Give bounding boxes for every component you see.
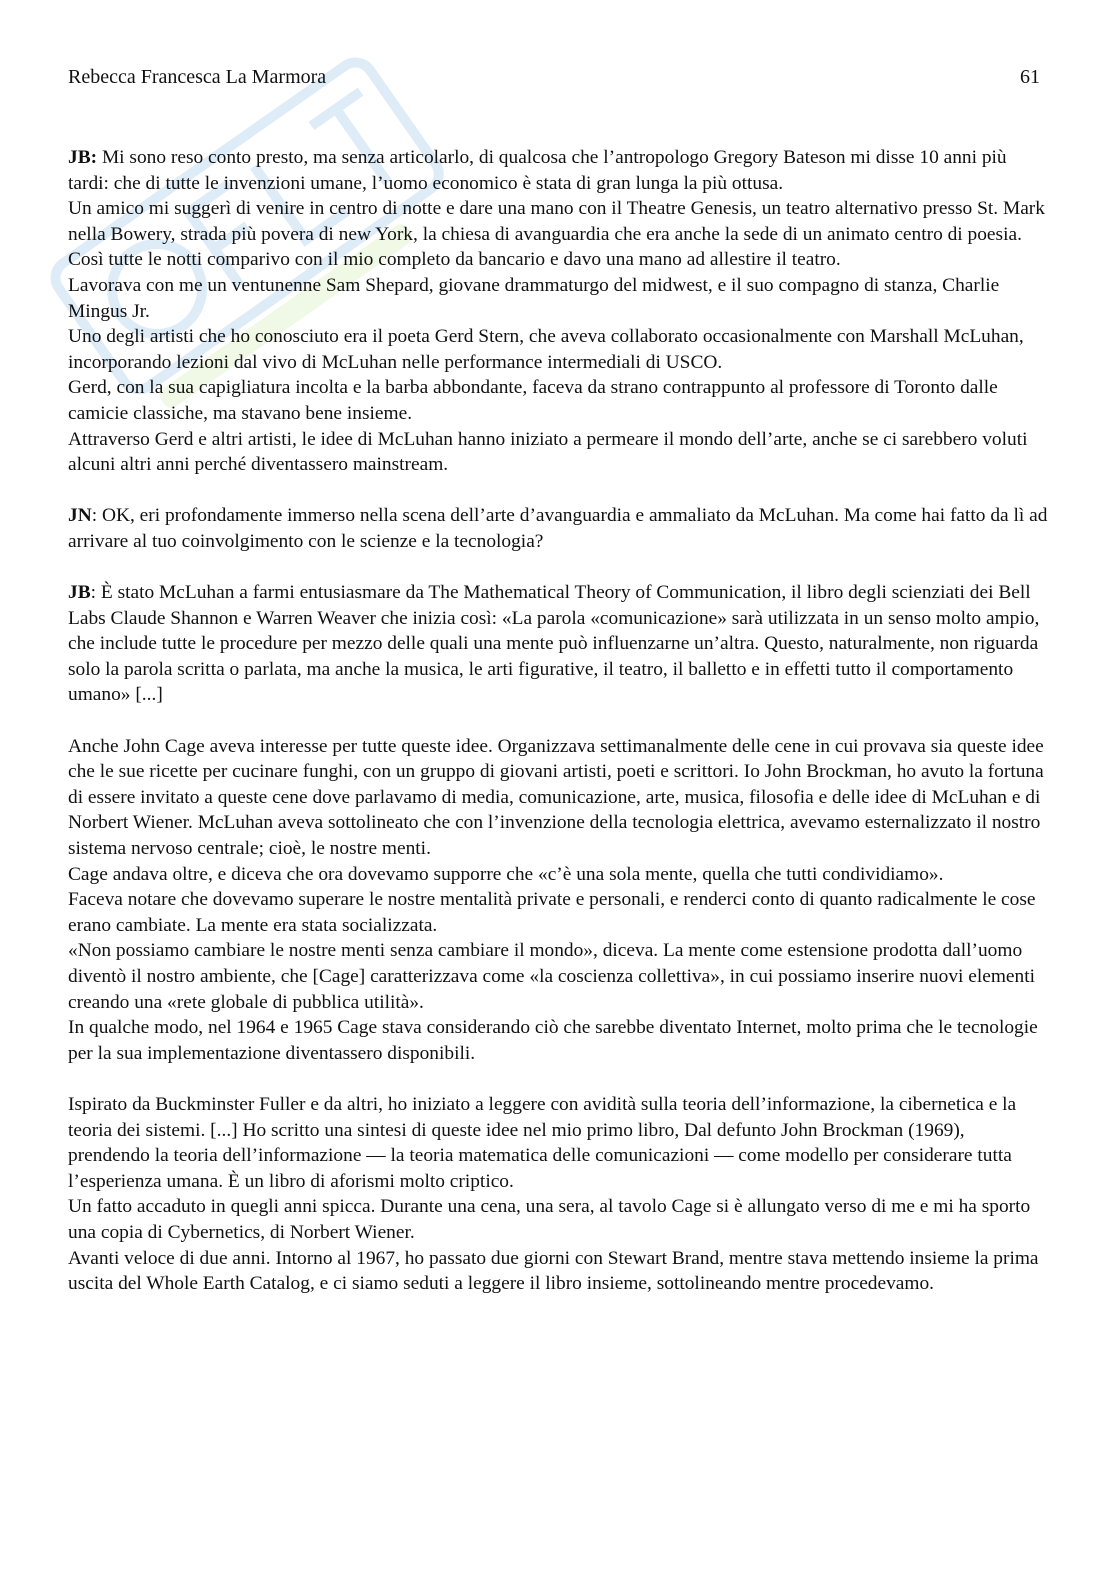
paragraph: Un fatto accaduto in quegli anni spicca. Durante una cena, una sera, al tavolo Cage si è allungato verso di me e mi ha sporto una copia di Cybernetics, di Norbert Wiener. (68, 1196, 1031, 1243)
dialogue-block (68, 580, 1048, 708)
paragraph: JB: È stato McLuhan a farmi entusiasmare da The Mathematical Theory of Communication, il libro degli scienziati dei Bell Labs Claude Shannon e Warren Weaver che inizia così: «La parola «comunicazione» sarà utilizzata in un senso molto ampio, che include tutte le procedure per mezzo delle quali una mente può influenzarne un’altra. Questo, naturalmente, non riguarda solo la parola scritta o parlata, ma anche la musica, le arti figurative, il teatro, il balletto e in effetti tutto il comportamento umano» [...] (68, 582, 1040, 706)
paragraph: Ispirato da Buckminster Fuller e da altri, ho iniziato a leggere con avidità sulla teoria dell’informazione, la cibernetica e la teoria dei sistemi. [...] Ho scritto una sintesi di queste idee nel mio primo libro, Dal defunto John Brockman (1969), prendendo la teoria dell’informazione — la teoria matematica delle comunicazioni — come modello per considerare tutta l’esperienza umana. È un libro di aforismi molto criptico. (68, 1093, 1017, 1192)
paragraph: JB: Mi sono reso conto presto, ma senza articolarlo, di qualcosa che l’antropologo Gregory Bateson mi disse 10 anni più tardi: che di tutte le invenzioni umane, l’uomo economico è stata di gran lunga la più ottusa. (68, 147, 1007, 194)
paragraph: JN: OK, eri profondamente immerso nella scena dell’arte d’avanguardia e ammaliato da McLuhan. Ma come hai fatto da lì ad arrivare al tuo coinvolgimento con le scienze e la tecnologia? (68, 505, 1048, 552)
speaker-label: JB: (68, 147, 98, 168)
speaker-label: JN (68, 505, 92, 527)
paragraph: Cage andava oltre, e diceva che ora dovevamo supporre che «c’è una sola mente, quella che tutti condividiamo». (68, 863, 944, 885)
dialogue-block (68, 145, 1048, 478)
page-header (68, 66, 1040, 96)
document-body (68, 145, 1048, 1322)
dialogue-block (68, 1092, 1048, 1297)
paragraph: Uno degli artisti che ho conosciuto era il poeta Gerd Stern, che aveva collaborato occasionalmente con Marshall McLuhan, incorporando lezioni dal vivo di McLuhan nelle performance intermediali di USCO. (68, 326, 1024, 373)
author-name: Rebecca Francesca La Marmora (68, 66, 327, 88)
paragraph: Anche John Cage aveva interesse per tutte queste idee. Organizzava settimanalmente delle cene in cui provava sia queste idee che le sue ricette per cucinare funghi, con un gruppo di giovani artisti, poeti e scrittori. Io John Brockman, ho avuto la fortuna di essere invitato a queste cene dove parlavamo di media, comunicazione, arte, musica, filosofia e delle idee di McLuhan e di Norbert Wiener. McLuhan aveva sottolineato che con l’invenzione della tecnologia elettrica, avevamo esternalizzato il nostro sistema nervoso centrale; cioè, le nostre menti. (68, 735, 1044, 860)
dialogue-block (68, 734, 1048, 1067)
paragraph: Gerd, con la sua capigliatura incolta e la barba abbondante, faceva da strano contrappunto al professore di Toronto dalle camicie classiche, ma stavano bene insieme. (68, 377, 998, 424)
paragraph: Avanti veloce di due anni. Intorno al 1967, ho passato due giorni con Stewart Brand, mentre stava mettendo insieme la prima uscita del Whole Earth Catalog, e ci siamo seduti a leggere il libro insieme, sottolineando mentre procedevamo. (68, 1247, 1039, 1295)
paragraph: Attraverso Gerd e altri artisti, le idee di McLuhan hanno iniziato a permeare il mondo dell’arte, anche se ci sarebbero voluti alcuni altri anni perché diventassero mainstream. (68, 428, 1028, 476)
dialogue-block (68, 503, 1048, 554)
paragraph: Faceva notare che dovevamo superare le nostre mentalità private e personali, e renderci conto di quanto radicalmente le cose erano cambiate. La mente era stata socializzata. (68, 889, 1036, 936)
page-number: 61 (1020, 66, 1040, 88)
paragraph: «Non possiamo cambiare le nostre menti senza cambiare il mondo», diceva. La mente come estensione prodotta dall’uomo diventò il nostro ambiente, che [Cage] caratterizzava come «la coscienza collettiva», in cui possiamo inserire nuovi elementi creando una «rete globale di pubblica utilità». (68, 940, 1036, 1013)
paragraph: Così tutte le notti comparivo con il mio completo da bancario e davo una mano ad allestire il teatro. (68, 249, 841, 271)
paragraph: Lavorava con me un ventunenne Sam Shepard, giovane drammaturgo del midwest, e il suo compagno di stanza, Charlie Mingus Jr. (68, 274, 1000, 322)
paragraph: In qualche modo, nel 1964 e 1965 Cage stava considerando ciò che sarebbe diventato Internet, molto prima che le tecnologie per la sua implementazione diventassero disponibili. (68, 1017, 1038, 1064)
paragraph: Un amico mi suggerì di venire in centro di notte e dare una mano con il Theatre Genesis, un teatro alternativo presso St. Mark nella Bowery, strada più povera di new York, la chiesa di avanguardia che era anche la sede di un animato centro di poesia. (68, 198, 1045, 245)
speaker-label: JB (68, 582, 91, 604)
